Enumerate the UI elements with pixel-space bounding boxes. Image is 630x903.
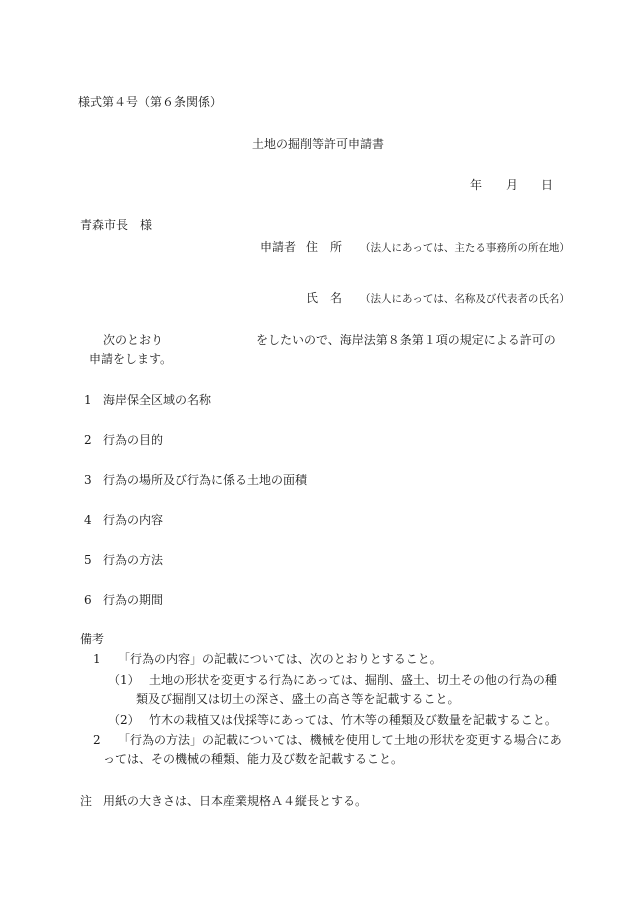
note-2-line2: っては、その機械の種類、能力及び数を記載すること。 xyxy=(103,752,404,766)
name-label: 氏 名 xyxy=(306,291,343,305)
note-2-line1: 「行為の方法」の記載については、機械を使用して土地の形状を変更する場合にあ xyxy=(118,733,562,747)
note-1-text: 「行為の内容」の記載については、次のとおりとすること。 xyxy=(118,652,442,666)
date-year: 年 xyxy=(470,178,483,192)
item-label: 行為の期間 xyxy=(103,593,164,607)
address-label: 住 所 xyxy=(306,240,343,254)
item-number: 4 xyxy=(84,513,92,527)
address-note: （法人にあっては、主たる事務所の所在地） xyxy=(360,242,570,254)
date-day: 日 xyxy=(541,178,554,192)
intro-part2: をしたいので、海岸法第８条第１項の規定による許可の xyxy=(256,333,556,347)
addressee: 青森市長 様 xyxy=(80,218,153,232)
notes-heading: 備考 xyxy=(80,632,105,646)
note-1-2-text: 竹木の栽植又は伐採等にあっては、竹木等の種類及び数量を記載すること。 xyxy=(149,713,557,727)
item-label: 行為の場所及び行為に係る土地の面積 xyxy=(103,473,308,487)
note-1-1-line2: 類及び掘削又は切土の深さ、盛土の高さ等を記載すること。 xyxy=(136,692,460,706)
intro-line2: 申請をします。 xyxy=(89,352,173,366)
footnote-label: 注 xyxy=(80,794,93,808)
item-number: 5 xyxy=(84,553,92,567)
note-1-1-number: （1） xyxy=(108,673,140,687)
item-label: 海岸保全区域の名称 xyxy=(103,393,212,407)
applicant-label: 申請者 xyxy=(260,240,297,254)
item-number: 2 xyxy=(84,433,92,447)
form-title: 土地の掘削等許可申請書 xyxy=(252,137,385,151)
note-1-2-number: （2） xyxy=(108,713,140,727)
form-number: 様式第４号（第６条関係） xyxy=(78,95,223,109)
footnote-text: 用紙の大きさは、日本産業規格Ａ４縦長とする。 xyxy=(103,794,368,808)
item-number: 3 xyxy=(84,473,92,487)
item-label: 行為の目的 xyxy=(103,433,164,447)
name-note: （法人にあっては、名称及び代表者の氏名） xyxy=(360,293,570,305)
item-label: 行為の内容 xyxy=(103,513,164,527)
item-number: 6 xyxy=(84,593,92,607)
intro-part1: 次のとおり xyxy=(103,333,164,347)
note-2-number: 2 xyxy=(93,733,101,747)
date-month: 月 xyxy=(506,178,519,192)
item-number: 1 xyxy=(84,393,92,407)
note-1-number: 1 xyxy=(93,652,101,666)
note-1-1-line1: 土地の形状を変更する行為にあっては、掘削、盛土、切土その他の行為の種 xyxy=(149,673,557,687)
item-label: 行為の方法 xyxy=(103,553,164,567)
